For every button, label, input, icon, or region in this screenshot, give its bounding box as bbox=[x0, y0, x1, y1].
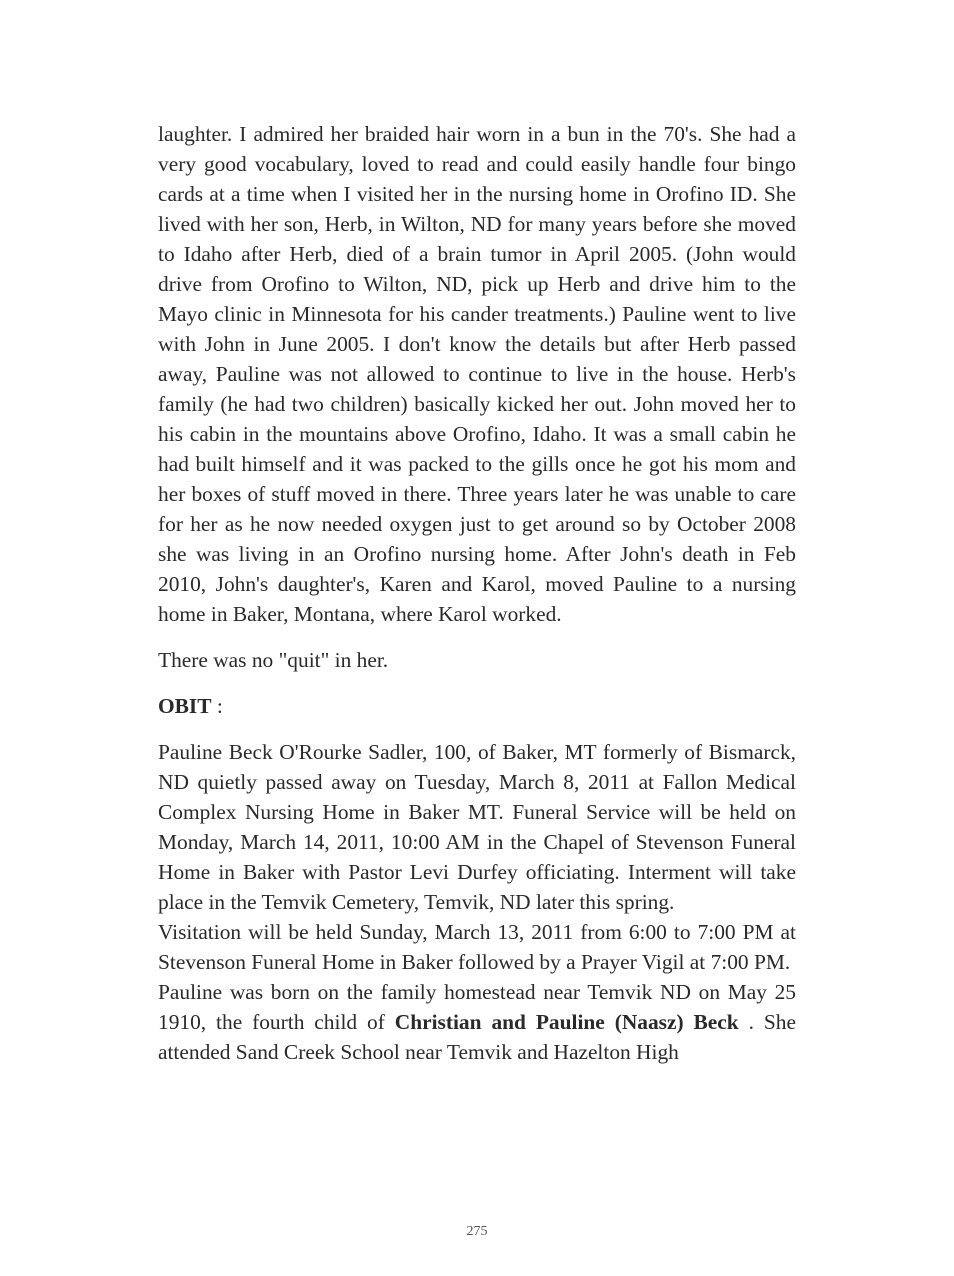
page-body bbox=[158, 119, 796, 1067]
parents-names: Christian and Pauline (Naasz) Beck bbox=[394, 1010, 739, 1034]
obit-colon: : bbox=[211, 694, 223, 718]
obit-heading bbox=[158, 691, 796, 721]
paragraph-visitation: Visitation will be held Sunday, March 13, 2011 from 6:00 to 7:00 PM at Stevenson Funeral Home in Baker followed by a Prayer Vigil at 7:00 PM. bbox=[158, 920, 796, 974]
birth-text-end: . She attended Sand Creek School near Temvik and Hazelton High bbox=[158, 1010, 796, 1064]
paragraph-obituary: Pauline Beck O'Rourke Sadler, 100, of Baker, MT formerly of Bismarck, ND quietly passed away on Tuesday, March 8, 2011 at Fallon Medical Complex Nursing Home in Baker MT. Funeral Service will be held on Monday, March 14, 2011, 10:00 AM in the Chapel of Stevenson Funeral Home in Baker with Pastor Levi Durfey officiating. Interment will take place in the Temvik Cemetery, Temvik, ND later this spring. bbox=[158, 740, 796, 914]
paragraph-laughter: laughter. I admired her braided hair worn in a bun in the 70's. She had a very good vocabulary, loved to read and could easily handle four bingo cards at a time when I visited her in the nursing home in Orofino ID. She lived with her son, Herb, in Wilton, ND for many years before she moved to Idaho after Herb, died of a brain tumor in April 2005. (John would drive from Orofino to Wilton, ND, pick up Herb and drive him to the Mayo clinic in Minnesota for his cander treatments.) Pauline went to live with John in June 2005. I don't know the details but after Herb passed away, Pauline was not allowed to continue to live in the house. Herb's family (he had two children) basically kicked her out. John moved her to his cabin in the mountains above Orofino, Idaho. It was a small cabin he had built himself and it was packed to the gills once he got his mom and her boxes of stuff moved in there. Three years later he was unable to care for her as he now needed oxygen just to get around so by October 2008 she was living in an Orofino nursing home. After John's death in Feb 2010, John's daughter's, Karen and Karol, moved Pauline to a nursing home in Baker, Montana, where Karol worked. bbox=[158, 122, 796, 626]
obit-label: OBIT bbox=[158, 694, 212, 718]
birth-text-start: Pauline was born on the family homestead near Temvik ND on May 25 1910, the fourth child of bbox=[158, 980, 796, 1034]
paragraph-birth bbox=[158, 977, 796, 1067]
paragraph-no-quit: There was no "quit" in her. bbox=[158, 648, 389, 672]
page-number: 275 bbox=[466, 1224, 488, 1239]
